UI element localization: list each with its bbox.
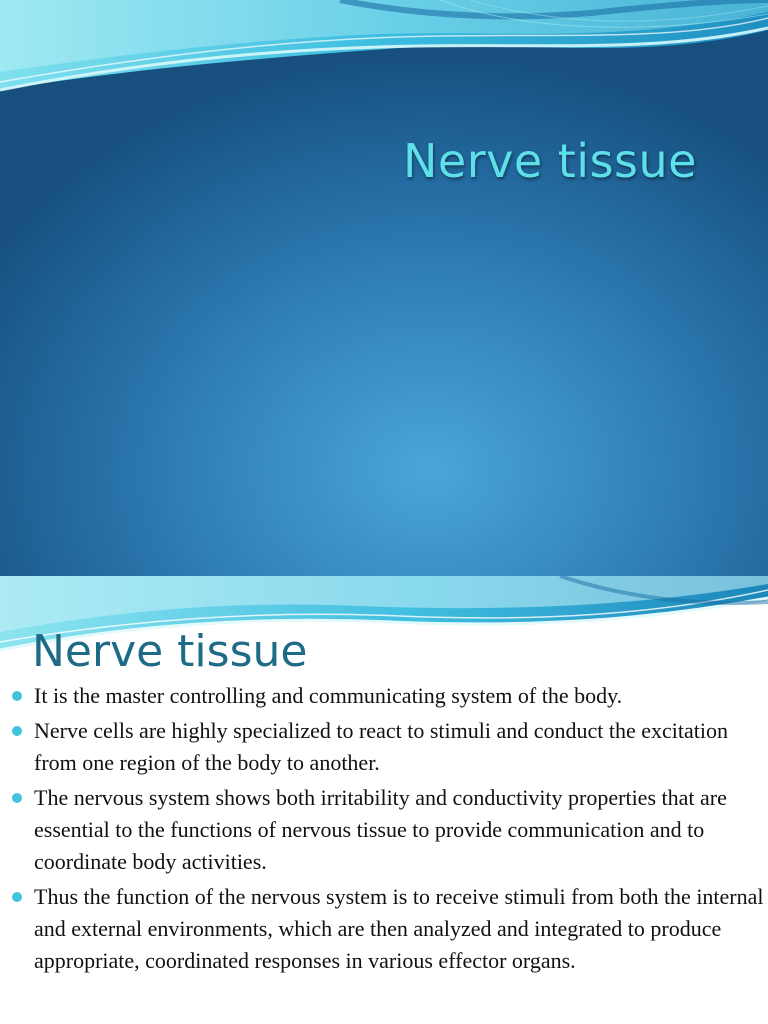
bullet-text: Nerve cells are highly specialized to react to stimuli and conduct the excitation from one region of the body to another. [34,718,728,775]
bullet-text: The nervous system shows both irritability and conductivity properties that are essential to the functions of nervous tissue to provide communication and to coordinate body activities. [34,785,727,874]
bullet-icon [12,793,22,803]
bullet-list [12,680,764,980]
bullet-icon [12,892,22,902]
content-slide [0,576,768,1024]
bullet-icon [12,691,22,701]
list-item [12,715,764,779]
title-slide-heading: Nerve tissue [403,134,697,188]
content-slide-heading: Nerve tissue [32,626,308,677]
list-item [12,782,764,878]
bullet-icon [12,726,22,736]
list-item [12,881,764,977]
list-item [12,680,764,712]
bullet-text: It is the master controlling and communicating system of the body. [34,683,623,708]
bullet-text: Thus the function of the nervous system is to receive stimuli from both the internal and external environments, which are then analyzed and integrated to produce appropriate, coordinated responses in various effector organs. [34,884,764,973]
